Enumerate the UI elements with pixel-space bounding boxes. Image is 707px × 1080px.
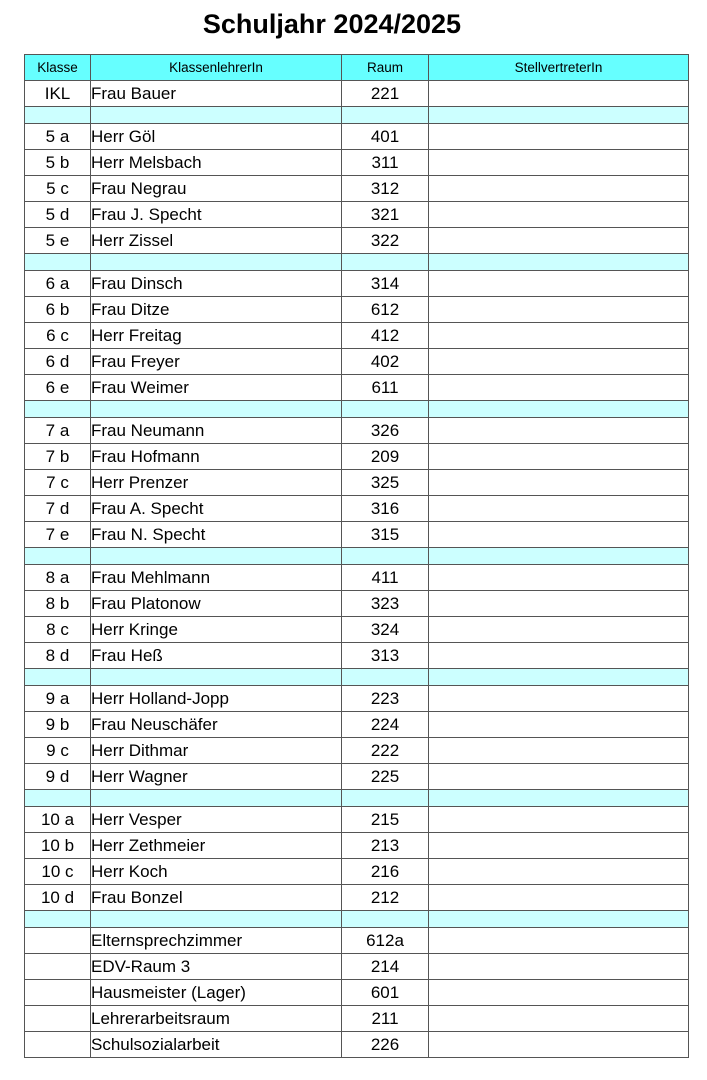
- separator-cell: [91, 548, 342, 565]
- stellvertreterin-cell: [429, 885, 689, 911]
- table-row: [25, 375, 689, 401]
- klasse-cell: 8 b: [25, 591, 91, 617]
- klasse-cell: 5 c: [25, 176, 91, 202]
- stellvertreterin-cell: [429, 496, 689, 522]
- separator-cell: [342, 254, 429, 271]
- separator-cell: [429, 911, 689, 928]
- group-separator-row: [25, 401, 689, 418]
- stellvertreterin-cell: [429, 176, 689, 202]
- klassenlehrerin-cell: Frau Hofmann: [91, 444, 342, 470]
- klasse-cell: 9 d: [25, 764, 91, 790]
- header-klasse: Klasse: [25, 55, 91, 81]
- raum-cell: 224: [342, 712, 429, 738]
- table-row: [25, 81, 689, 107]
- raum-cell: 312: [342, 176, 429, 202]
- table-row: [25, 807, 689, 833]
- klassenlehrerin-cell: Frau Heß: [91, 643, 342, 669]
- table-row: [25, 124, 689, 150]
- header-klassenlehrerin: KlassenlehrerIn: [91, 55, 342, 81]
- separator-cell: [429, 669, 689, 686]
- group-separator-row: [25, 669, 689, 686]
- raum-cell: 316: [342, 496, 429, 522]
- stellvertreterin-cell: [429, 807, 689, 833]
- raum-cell: 311: [342, 150, 429, 176]
- klasse-cell: 8 c: [25, 617, 91, 643]
- raum-cell: 215: [342, 807, 429, 833]
- raum-cell: 214: [342, 954, 429, 980]
- table-row: [25, 643, 689, 669]
- stellvertreterin-cell: [429, 686, 689, 712]
- klasse-cell: 6 c: [25, 323, 91, 349]
- klasse-cell: 7 c: [25, 470, 91, 496]
- klasse-cell: 6 e: [25, 375, 91, 401]
- klassenlehrerin-cell: Herr Freitag: [91, 323, 342, 349]
- raum-cell: 324: [342, 617, 429, 643]
- klasse-cell: 7 a: [25, 418, 91, 444]
- stellvertreterin-cell: [429, 980, 689, 1006]
- table-row: [25, 150, 689, 176]
- header-raum: Raum: [342, 55, 429, 81]
- table-row: [25, 885, 689, 911]
- separator-cell: [342, 669, 429, 686]
- table-row: [25, 1032, 689, 1058]
- klasse-cell: 10 d: [25, 885, 91, 911]
- table-row: [25, 176, 689, 202]
- table-row: [25, 617, 689, 643]
- separator-cell: [342, 107, 429, 124]
- separator-cell: [25, 790, 91, 807]
- table-row: [25, 565, 689, 591]
- table-header-row: [25, 55, 689, 81]
- klassenlehrerin-cell: Frau A. Specht: [91, 496, 342, 522]
- klasse-cell: 8 a: [25, 565, 91, 591]
- klassenlehrerin-cell: Frau Ditze: [91, 297, 342, 323]
- stellvertreterin-cell: [429, 833, 689, 859]
- separator-cell: [25, 107, 91, 124]
- separator-cell: [25, 254, 91, 271]
- klasse-cell: 10 b: [25, 833, 91, 859]
- group-separator-row: [25, 790, 689, 807]
- table-row: [25, 496, 689, 522]
- klasse-cell: 9 a: [25, 686, 91, 712]
- table-row: [25, 712, 689, 738]
- table-row: [25, 444, 689, 470]
- raum-cell: 223: [342, 686, 429, 712]
- klassenlehrerin-cell: Frau J. Specht: [91, 202, 342, 228]
- table-row: [25, 764, 689, 790]
- stellvertreterin-cell: [429, 444, 689, 470]
- klasse-cell: [25, 980, 91, 1006]
- separator-cell: [429, 254, 689, 271]
- klassenlehrerin-cell: Frau Freyer: [91, 349, 342, 375]
- klassenlehrerin-cell: Frau Mehlmann: [91, 565, 342, 591]
- separator-cell: [91, 254, 342, 271]
- table-row: [25, 591, 689, 617]
- table-row: [25, 323, 689, 349]
- table-row: [25, 954, 689, 980]
- stellvertreterin-cell: [429, 764, 689, 790]
- separator-cell: [342, 911, 429, 928]
- table-row: [25, 349, 689, 375]
- klasse-cell: 6 d: [25, 349, 91, 375]
- raum-cell: 212: [342, 885, 429, 911]
- stellvertreterin-cell: [429, 470, 689, 496]
- klasse-cell: 9 b: [25, 712, 91, 738]
- raum-cell: 401: [342, 124, 429, 150]
- klasse-cell: 6 b: [25, 297, 91, 323]
- stellvertreterin-cell: [429, 738, 689, 764]
- stellvertreterin-cell: [429, 928, 689, 954]
- raum-cell: 411: [342, 565, 429, 591]
- stellvertreterin-cell: [429, 81, 689, 107]
- table-row: [25, 228, 689, 254]
- separator-cell: [342, 401, 429, 418]
- stellvertreterin-cell: [429, 297, 689, 323]
- raum-cell: 611: [342, 375, 429, 401]
- table-row: [25, 686, 689, 712]
- stellvertreterin-cell: [429, 859, 689, 885]
- stellvertreterin-cell: [429, 712, 689, 738]
- group-separator-row: [25, 107, 689, 124]
- separator-cell: [91, 911, 342, 928]
- separator-cell: [429, 401, 689, 418]
- separator-cell: [91, 669, 342, 686]
- klasse-cell: 10 a: [25, 807, 91, 833]
- klassenlehrerin-cell: Herr Prenzer: [91, 470, 342, 496]
- separator-cell: [342, 790, 429, 807]
- raum-cell: 612: [342, 297, 429, 323]
- raum-cell: 221: [342, 81, 429, 107]
- group-separator-row: [25, 254, 689, 271]
- stellvertreterin-cell: [429, 323, 689, 349]
- stellvertreterin-cell: [429, 124, 689, 150]
- klasse-cell: 6 a: [25, 271, 91, 297]
- raum-cell: 313: [342, 643, 429, 669]
- stellvertreterin-cell: [429, 418, 689, 444]
- separator-cell: [25, 548, 91, 565]
- klasse-cell: 5 d: [25, 202, 91, 228]
- raum-cell: 412: [342, 323, 429, 349]
- separator-cell: [25, 401, 91, 418]
- separator-cell: [91, 790, 342, 807]
- klassenlehrerin-cell: Herr Göl: [91, 124, 342, 150]
- table-row: [25, 738, 689, 764]
- page-title: Schuljahr 2024/2025: [202, 9, 462, 39]
- klassenlehrerin-cell: Hausmeister (Lager): [91, 980, 342, 1006]
- raum-cell: 213: [342, 833, 429, 859]
- table-row: [25, 297, 689, 323]
- klassenlehrerin-cell: Lehrerarbeitsraum: [91, 1006, 342, 1032]
- table-row: [25, 470, 689, 496]
- klassenlehrerin-cell: Herr Kringe: [91, 617, 342, 643]
- table-row: [25, 418, 689, 444]
- raum-cell: 323: [342, 591, 429, 617]
- stellvertreterin-cell: [429, 591, 689, 617]
- klasse-cell: IKL: [25, 81, 91, 107]
- stellvertreterin-cell: [429, 643, 689, 669]
- group-separator-row: [25, 548, 689, 565]
- klassenlehrerin-cell: Elternsprechzimmer: [91, 928, 342, 954]
- raum-cell: 321: [342, 202, 429, 228]
- stellvertreterin-cell: [429, 228, 689, 254]
- klassenlehrerin-cell: Frau Weimer: [91, 375, 342, 401]
- klasse-cell: 5 a: [25, 124, 91, 150]
- stellvertreterin-cell: [429, 1032, 689, 1058]
- separator-cell: [429, 107, 689, 124]
- header-stellvertreterin: StellvertreterIn: [429, 55, 689, 81]
- klassenlehrerin-cell: Herr Wagner: [91, 764, 342, 790]
- stellvertreterin-cell: [429, 522, 689, 548]
- klassenlehrerin-cell: Frau Bonzel: [91, 885, 342, 911]
- separator-cell: [91, 107, 342, 124]
- klasse-cell: 9 c: [25, 738, 91, 764]
- class-teacher-table: [24, 54, 689, 1058]
- klassenlehrerin-cell: Frau Bauer: [91, 81, 342, 107]
- raum-cell: 211: [342, 1006, 429, 1032]
- separator-cell: [342, 548, 429, 565]
- klassenlehrerin-cell: Herr Koch: [91, 859, 342, 885]
- klassenlehrerin-cell: Herr Vesper: [91, 807, 342, 833]
- klassenlehrerin-cell: Herr Dithmar: [91, 738, 342, 764]
- klasse-cell: 8 d: [25, 643, 91, 669]
- separator-cell: [25, 911, 91, 928]
- klassenlehrerin-cell: Schulsozialarbeit: [91, 1032, 342, 1058]
- klassenlehrerin-cell: Herr Melsbach: [91, 150, 342, 176]
- raum-cell: 325: [342, 470, 429, 496]
- raum-cell: 315: [342, 522, 429, 548]
- stellvertreterin-cell: [429, 617, 689, 643]
- table-row: [25, 1006, 689, 1032]
- stellvertreterin-cell: [429, 349, 689, 375]
- separator-cell: [25, 669, 91, 686]
- raum-cell: 216: [342, 859, 429, 885]
- table-row: [25, 928, 689, 954]
- separator-cell: [429, 548, 689, 565]
- raum-cell: 326: [342, 418, 429, 444]
- separator-cell: [91, 401, 342, 418]
- klassenlehrerin-cell: Herr Zissel: [91, 228, 342, 254]
- klasse-cell: 5 e: [25, 228, 91, 254]
- raum-cell: 314: [342, 271, 429, 297]
- klassenlehrerin-cell: Herr Zethmeier: [91, 833, 342, 859]
- klasse-cell: [25, 954, 91, 980]
- klassenlehrerin-cell: Frau Platonow: [91, 591, 342, 617]
- klasse-cell: [25, 1006, 91, 1032]
- separator-cell: [429, 790, 689, 807]
- raum-cell: 225: [342, 764, 429, 790]
- raum-cell: 322: [342, 228, 429, 254]
- klasse-cell: 10 c: [25, 859, 91, 885]
- klasse-cell: 7 e: [25, 522, 91, 548]
- raum-cell: 226: [342, 1032, 429, 1058]
- table-row: [25, 271, 689, 297]
- raum-cell: 601: [342, 980, 429, 1006]
- table-row: [25, 202, 689, 228]
- stellvertreterin-cell: [429, 954, 689, 980]
- table-row: [25, 522, 689, 548]
- table-row: [25, 980, 689, 1006]
- raum-cell: 612a: [342, 928, 429, 954]
- stellvertreterin-cell: [429, 202, 689, 228]
- group-separator-row: [25, 911, 689, 928]
- stellvertreterin-cell: [429, 150, 689, 176]
- klasse-cell: 7 d: [25, 496, 91, 522]
- table-row: [25, 833, 689, 859]
- klasse-cell: [25, 928, 91, 954]
- stellvertreterin-cell: [429, 375, 689, 401]
- stellvertreterin-cell: [429, 271, 689, 297]
- klassenlehrerin-cell: Frau N. Specht: [91, 522, 342, 548]
- klassenlehrerin-cell: EDV-Raum 3: [91, 954, 342, 980]
- klassenlehrerin-cell: Frau Negrau: [91, 176, 342, 202]
- klassenlehrerin-cell: Frau Dinsch: [91, 271, 342, 297]
- klassenlehrerin-cell: Frau Neuschäfer: [91, 712, 342, 738]
- stellvertreterin-cell: [429, 1006, 689, 1032]
- raum-cell: 209: [342, 444, 429, 470]
- table-body: [25, 81, 689, 1058]
- klassenlehrerin-cell: Frau Neumann: [91, 418, 342, 444]
- raum-cell: 402: [342, 349, 429, 375]
- table-row: [25, 859, 689, 885]
- klasse-cell: [25, 1032, 91, 1058]
- klasse-cell: 5 b: [25, 150, 91, 176]
- klassenlehrerin-cell: Herr Holland-Jopp: [91, 686, 342, 712]
- klasse-cell: 7 b: [25, 444, 91, 470]
- raum-cell: 222: [342, 738, 429, 764]
- stellvertreterin-cell: [429, 565, 689, 591]
